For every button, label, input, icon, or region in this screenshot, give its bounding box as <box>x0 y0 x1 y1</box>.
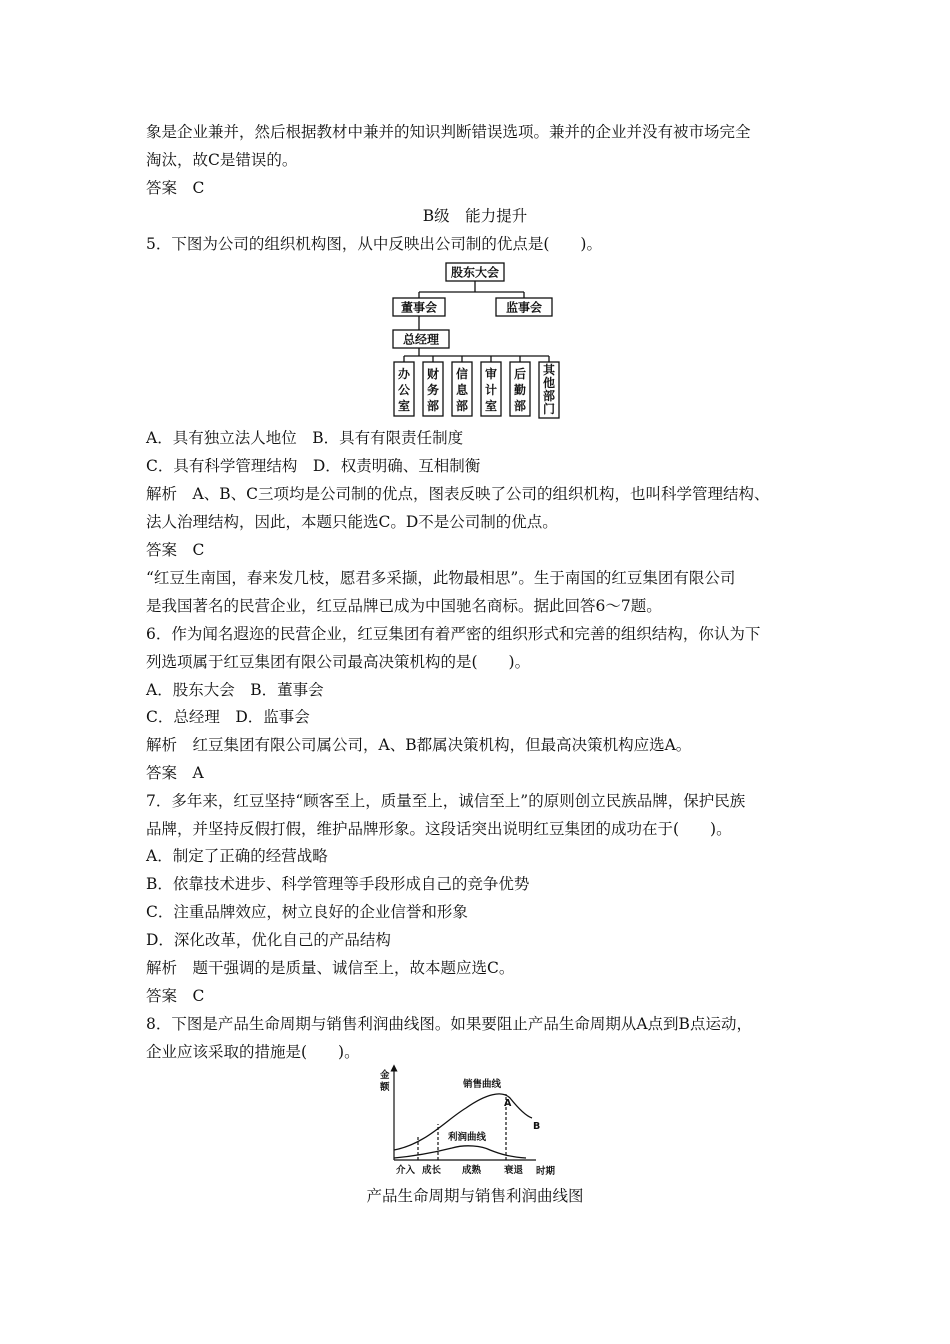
option-line: A．股东大会 B．董事会 <box>146 681 324 699</box>
option-line: C．总经理 D．监事会 <box>146 708 310 726</box>
org-dept-char: 室 <box>397 399 411 413</box>
org-dept-char: 后 <box>513 367 527 381</box>
org-dept-char: 其 <box>542 363 556 377</box>
option-line: D．深化改革，优化自己的产品结构 <box>146 931 391 949</box>
stage-label: 成长 <box>422 1165 442 1176</box>
option-line: A．具有独立法人地位 B．具有有限责任制度 <box>146 429 464 447</box>
org-dept-char: 室 <box>484 399 498 413</box>
org-dept-char: 他 <box>542 376 556 390</box>
question-6: 6．作为闻名遐迩的民营企业，红豆集团有着严密的组织形式和完善的组织结构，你认为下 <box>146 625 761 643</box>
org-dept-char: 门 <box>542 402 556 416</box>
question-8: 企业应该采取的措施是( )。 <box>146 1043 360 1061</box>
x-axis-label: 时期 <box>536 1166 556 1177</box>
org-label-supervisors: 监事会 <box>505 300 543 315</box>
stage-label: 介入 <box>396 1165 416 1176</box>
profit-curve-label: 利润曲线 <box>448 1132 487 1143</box>
point-b-label: B <box>533 1121 541 1132</box>
passage-line: 是我国著名的民营企业，红豆品牌已成为中国驰名商标。据此回答6～7题。 <box>146 597 662 615</box>
org-dept-char: 财 <box>426 367 440 381</box>
org-dept-char: 勤 <box>513 383 527 397</box>
org-label-board: 董事会 <box>400 300 438 315</box>
question-8: 8．下图是产品生命周期与销售利润曲线图。如果要阻止产品生命周期从A点到B点运动， <box>146 1015 752 1033</box>
org-label-top: 股东大会 <box>450 265 500 280</box>
org-label-manager: 总经理 <box>402 332 440 347</box>
analysis-line: 解析 题干强调的是质量、诚信至上，故本题应选C。 <box>146 959 515 977</box>
org-dept-char: 部 <box>426 399 440 413</box>
answer-line: 答案 C <box>146 987 205 1005</box>
org-dept-char: 部 <box>455 399 469 413</box>
point-a-label: A <box>504 1098 512 1109</box>
option-line: C．具有科学管理结构 D．权责明确、互相制衡 <box>146 457 481 475</box>
chart-caption: 产品生命周期与销售利润曲线图 <box>366 1187 584 1205</box>
section-heading: B级 能力提升 <box>422 207 528 225</box>
stage-label: 衰退 <box>504 1165 524 1176</box>
stage-label: 成熟 <box>462 1165 482 1176</box>
option-line: A．制定了正确的经营战略 <box>146 847 328 865</box>
question-7: 7．多年来，红豆坚持“顾客至上，质量至上，诚信至上”的原则创立民族品牌，保护民族 <box>146 792 746 810</box>
passage-line: “红豆生南国，春来发几枝，愿君多采撷，此物最相思”。生于南国的红豆集团有限公司 <box>146 569 736 587</box>
answer-line: 答案 C <box>146 541 205 559</box>
text-line: 象是企业兼并，然后根据教材中兼并的知识判断错误选项。兼并的企业并没有被市场完全 <box>146 123 751 141</box>
org-dept-char: 部 <box>513 399 527 413</box>
org-dept-char: 务 <box>426 383 440 397</box>
life-cycle-chart <box>380 1064 566 1180</box>
org-dept-char: 计 <box>484 383 498 397</box>
org-chart <box>390 262 562 420</box>
analysis-line: 解析 A、B、C三项均是公司制的优点，图表反映了公司的组织机构，也叫科学管理结构、 <box>146 485 770 503</box>
y-axis-label-char: 额 <box>380 1082 390 1093</box>
question-5: 5．下图为公司的组织机构图，从中反映出公司制的优点是( )。 <box>146 235 602 253</box>
question-6: 列选项属于红豆集团有限公司最高决策机构的是( )。 <box>146 653 531 671</box>
org-dept-char: 部 <box>542 389 556 403</box>
org-dept-char: 办 <box>397 367 411 381</box>
option-line: C．注重品牌效应，树立良好的企业信誉和形象 <box>146 903 468 921</box>
question-7: 品牌，并坚持反假打假，维护品牌形象。这段话突出说明红豆集团的成功在于( )。 <box>146 820 732 838</box>
text-line: 淘汰，故C是错误的。 <box>146 151 298 169</box>
answer-line: 答案 C <box>146 179 205 197</box>
analysis-line: 解析 红豆集团有限公司属公司，A、B都属决策机构，但最高决策机构应选A。 <box>146 736 692 754</box>
org-dept-char: 审 <box>484 367 498 381</box>
org-dept-char: 信 <box>455 367 469 381</box>
y-axis-label-char: 金 <box>380 1070 390 1081</box>
analysis-line: 法人治理结构，因此，本题只能选C。D不是公司制的优点。 <box>146 513 558 531</box>
sales-curve-label: 销售曲线 <box>463 1079 502 1090</box>
org-dept-char: 公 <box>397 383 411 397</box>
org-dept-char: 息 <box>455 383 469 397</box>
answer-line: 答案 A <box>146 764 204 782</box>
option-line: B．依靠技术进步、科学管理等手段形成自己的竞争优势 <box>146 875 530 893</box>
